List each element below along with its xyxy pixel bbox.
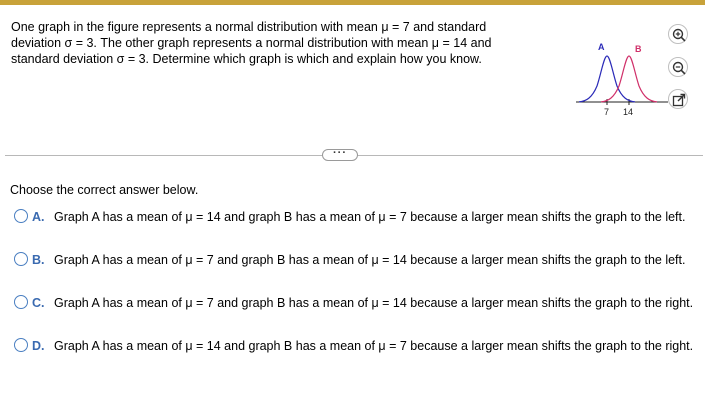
- option-text: Graph A has a mean of μ = 14 and graph B has a mean of μ = 7 because a larger mean shifts the graph to the left.: [54, 210, 686, 224]
- curve-a-label: A: [598, 42, 605, 52]
- option-letter: B.: [32, 253, 45, 267]
- radio-option-a[interactable]: [14, 209, 28, 223]
- zoom-in-icon: [671, 27, 687, 43]
- option-text: Graph A has a mean of μ = 14 and graph B has a mean of μ = 7 because a larger mean shifts the graph to the right.: [54, 339, 694, 353]
- option-a[interactable]: [14, 209, 694, 245]
- option-d[interactable]: [14, 338, 694, 374]
- option-c[interactable]: [14, 295, 694, 331]
- curve-b: [601, 56, 657, 102]
- option-b[interactable]: [14, 252, 694, 288]
- zoom-out-icon: [671, 60, 687, 76]
- expand-more-button[interactable]: ···: [322, 149, 358, 161]
- zoom-out-button[interactable]: [668, 57, 688, 77]
- normal-distribution-figure: [574, 38, 670, 122]
- option-letter: D.: [32, 339, 45, 353]
- answer-prompt: Choose the correct answer below.: [10, 183, 199, 197]
- top-accent-bar: [0, 0, 705, 5]
- option-letter: A.: [32, 210, 45, 224]
- radio-option-b[interactable]: [14, 252, 28, 266]
- external-link-icon: [671, 92, 687, 108]
- question-text: One graph in the figure represents a normal distribution with mean μ = 7 and standard deviation σ = 3. The other graph represents a normal distribution with mean μ = 14 and standard deviation σ = 3. Determine which graph is which and explain how you know.: [11, 20, 492, 66]
- tick-label-7: 7: [604, 107, 610, 117]
- option-text: Graph A has a mean of μ = 7 and graph B has a mean of μ = 14 because a larger mean shifts the graph to the right.: [54, 296, 694, 310]
- curve-b-label: B: [635, 44, 642, 54]
- radio-option-d[interactable]: [14, 338, 28, 352]
- popout-button[interactable]: [668, 89, 688, 109]
- curve-a: [579, 56, 635, 102]
- radio-option-c[interactable]: [14, 295, 28, 309]
- option-letter: C.: [32, 296, 45, 310]
- option-text: Graph A has a mean of μ = 7 and graph B has a mean of μ = 14 because a larger mean shifts the graph to the left.: [54, 253, 686, 267]
- tick-label-14: 14: [623, 107, 634, 117]
- zoom-in-button[interactable]: [668, 24, 688, 44]
